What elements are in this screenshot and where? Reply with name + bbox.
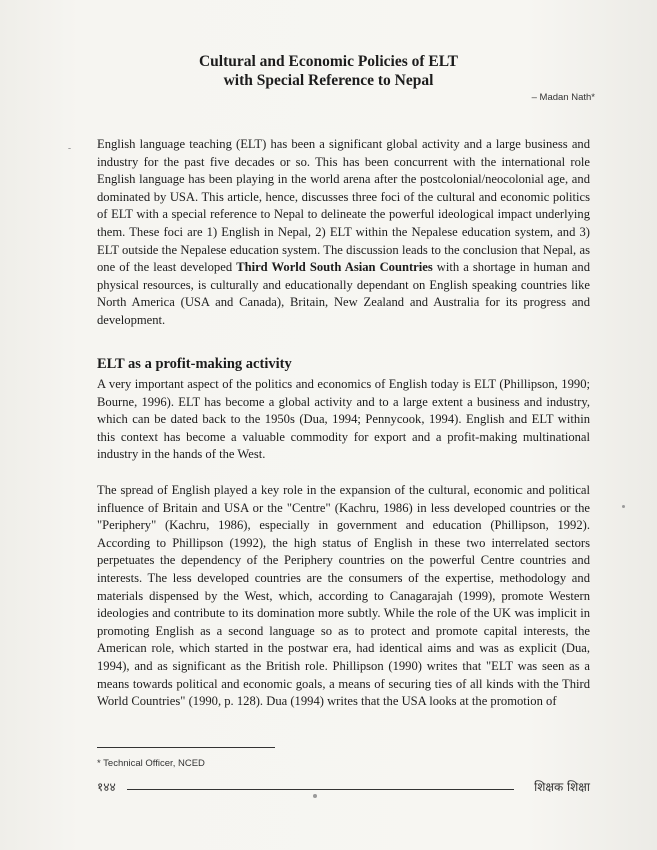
section-paragraph-1-text: A very important aspect of the politics and economics of English today is ELT (Phillipson, 1990; Bourne, 1996). ELT has become a global activity and to a large extent a business and industry, which can be dated back to the 1950s (Dua, 1994; Pennycook, 1994). English and ELT within this context has become a valuable commodity for export and a profit-making multinational industry in the hands of the West. [97, 377, 590, 462]
scan-speck [313, 794, 317, 798]
article-title [90, 52, 567, 90]
author-byline: – Madan Nath* [531, 92, 595, 103]
page-footer [97, 776, 590, 798]
abstract-bold-phrase: Third World South Asian Countries [236, 260, 433, 275]
title-line-2: with Special Reference to Nepal [223, 72, 434, 89]
footnote-divider [97, 747, 275, 748]
footer-rule [127, 789, 514, 790]
abstract-text-start: English language teaching (ELT) has been a significant global activity and a large business and industry for the past five decades or so. This has been concurrent with the international role English language has been playing in the world arena after the postcolonial/neocolonial age, and dominated by USA. This article, hence, discusses three foci of the cultural and economic politics of ELT with a special reference to Nepal to delineate the powerful ideological impact underlying them. These foci are 1) English in Nepal, 2) ELT within the Nepalese education system, and 3) ELT outside the Nepalese education system. The discussion leads to the conclusion that Nepal, as one of the least developed [97, 137, 590, 275]
page-number: १४४ [97, 780, 116, 794]
journal-name: शिक्षक शिक्षा [534, 780, 590, 794]
section-heading: ELT as a profit-making activity [97, 356, 292, 372]
section-paragraph-2-text: The spread of English played a key role in the expansion of the cultural, economic and political influence of Britain and USA or the "Centre" (Kachru, 1986) in less developed countries or the "Periphery" (Kachru, 1986), especially in government and education (Phillipson, 1992). According to Phillipson (1992), the high status of English in these two interrelated sectors perpetuates the dependency of the Periphery countries on the powerful Centre countries and interests. The less developed countries are the consumers of the expertise, methodology and materials dispensed by the West, which, according to Canagarajah (1999), promote Western ideologies and contribute to its domination more subtly. While the role of the UK was implicit in promoting English as a second language so as to protect and promote capital interests, the American role, which started in the postwar era, had identical aims and was as explicit (Dua, 1994), and as significant as the British role. Phillipson (1990) writes that "ELT was seen as a means towards political and economic goals, a means of securing ties of all kinds with the Third World Countries" (1990, p. 128). Dua (1994) writes that the USA looks at the promotion of [97, 483, 590, 709]
section-paragraph-2 [97, 482, 590, 711]
abstract-paragraph [97, 136, 590, 330]
scan-speck [622, 505, 625, 508]
scan-speck [68, 148, 71, 149]
section-paragraph-1 [97, 376, 590, 464]
abstract-text-end: with a shortage in human and physical resources, is culturally and educationally dependant on English speaking countries like North America (USA and Canada), Britain, New Zealand and Australia for its progress and development. [97, 260, 590, 327]
footnote: * Technical Officer, NCED [97, 758, 205, 769]
title-line-1: Cultural and Economic Policies of ELT [198, 53, 459, 70]
